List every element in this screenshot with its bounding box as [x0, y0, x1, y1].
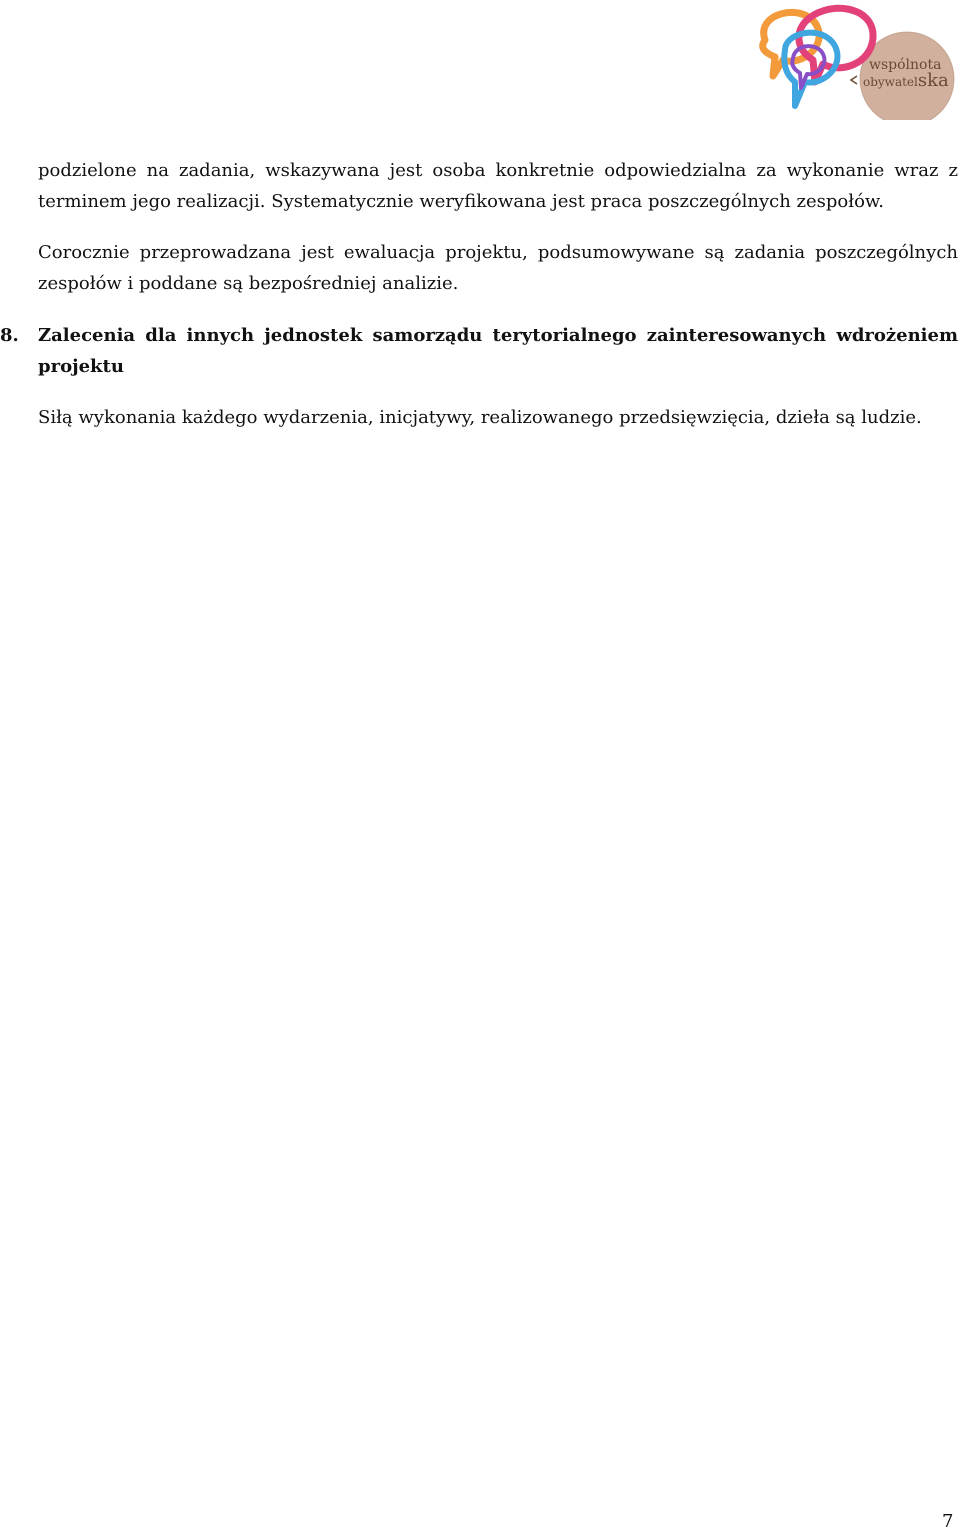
- section-heading-text: Zalecenia dla innych jednostek samorządu terytorialnego zainteresowanych wdrożeniem projektu: [38, 325, 958, 377]
- logo-wordmark: [863, 57, 958, 90]
- page-number: 7: [942, 1511, 954, 1532]
- paragraph-1: podzielone na zadania, wskazywana jest osoba konkretnie odpowiedzialna za wykonanie wraz z terminem jego realizacji. Systematycznie weryfikowana jest praca poszczególnych zespołów.: [38, 160, 958, 212]
- logo-line-1: wspólnota: [869, 57, 942, 73]
- paragraph-2: Corocznie przeprowadzana jest ewaluacja projektu, podsumowywane są zadania poszczególnych zespołów i poddane są bezpośredniej analizie.: [38, 242, 958, 294]
- section-heading: [0, 320, 958, 382]
- wspolnota-obywatelska-logo: [745, 2, 960, 120]
- section-number: 8.: [0, 325, 19, 346]
- logo-line-2: [863, 70, 958, 91]
- logo-line-2-suffix: ska: [917, 70, 949, 91]
- paragraph-3: Siłą wykonania każdego wydarzenia, inicjatywy, realizowanego przedsięwzięcia, dzieła są ludzie.: [38, 407, 922, 428]
- logo-arrow: [851, 76, 857, 84]
- logo-line-2-prefix: obywatel: [863, 75, 918, 89]
- document-body: [0, 155, 958, 433]
